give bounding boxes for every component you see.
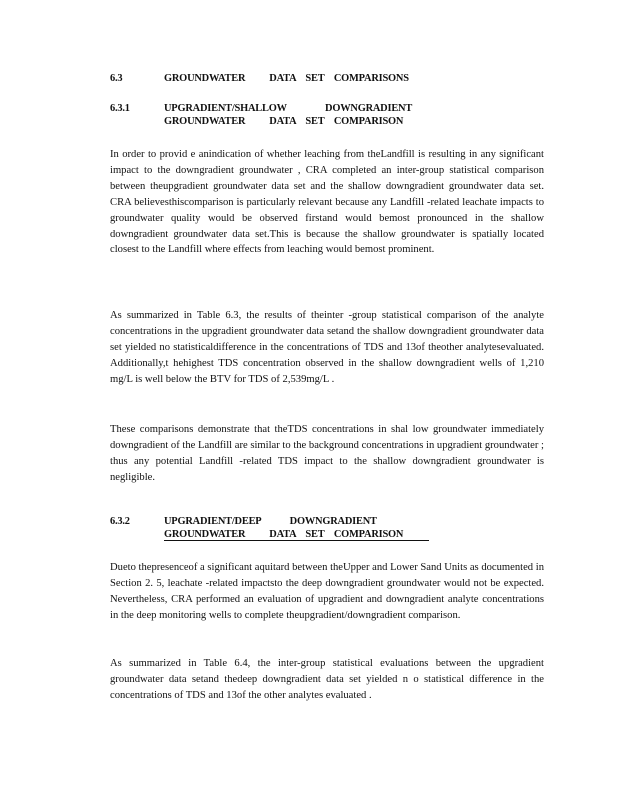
paragraph: In order to provid e anindication of whether leaching from theLandfill is resulting in any significant impact to the downgradient groundwater , CRA completed an inter-group statistical comparison between theupgradient groundwater data set and the shallow downgradient groundwater data set. CRA believesthiscomparison is particularly relevant because any Landfill -related leachate impacts to groundwater quality would be observed firstand would bemost pronounced in the shallow downgradient groundwater data set.This is because the shallow groundwater is spatially located closest to the Landfill where effects from leaching would bemost prominent. xyxy=(110,149,544,256)
paragraph: As summarized in Table 6.3, the results of theinter -group statistical comparison of the analyte concentrations in the upgradient groundwater data setand the shallow downgradient groundwater data set yielded no statisticaldifference in the concentrations of TDS and 13of theother analytesevaluated. Additionally,t hehighest TDS concentration observed in the shallow downgradient wells of 1,210 mg/L is well below the BTV for TDS of 2,539mg/L . xyxy=(110,310,544,385)
section-title-line-2: GROUNDWATER DATA SET COMPARISON xyxy=(164,116,404,127)
section-number: 6.3.2 xyxy=(110,516,130,527)
section-title-line-1: UPGRADIENT/DEEP DOWNGRADIENT xyxy=(164,516,377,527)
paragraph: Dueto thepresenceof a significant aquitard between theUpper and Lower Sand Units as documented in Section 2. 5, leachate -related impactsto the deep downgradient groundwater would not be expected. Nevertheless, CRA performed an evaluation of upgradient and downgradient analyte concentrations in the deep monitoring wells to complete theupgradient/downgradient comparison. xyxy=(110,562,544,621)
paragraph: These comparisons demonstrate that theTDS concentrations in shal low groundwater immediately downgradient of the Landfill are similar to the background concentrations in upgradient groundwater ; thus any potential Landfill -related TDS impact to the shallow downgradient groundwater is negligible. xyxy=(110,424,544,483)
section-title: GROUNDWATER DATA SET COMPARISONS xyxy=(164,73,409,84)
section-title-line-1: UPGRADIENT/SHALLOW DOWNGRADIENT xyxy=(164,103,413,114)
section-number: 6.3 xyxy=(110,73,123,84)
section-title-line-2: GROUNDWATER DATA SET COMPARISON xyxy=(164,529,429,541)
section-number: 6.3.1 xyxy=(110,103,130,114)
paragraph: As summarized in Table 6.4, the inter-group statistical evaluations between the upgradient groundwater data setand thedeep downgradient data set yielded n o statistical difference in the concentrations of TDS and 13of the other analytes evaluated . xyxy=(110,658,544,701)
